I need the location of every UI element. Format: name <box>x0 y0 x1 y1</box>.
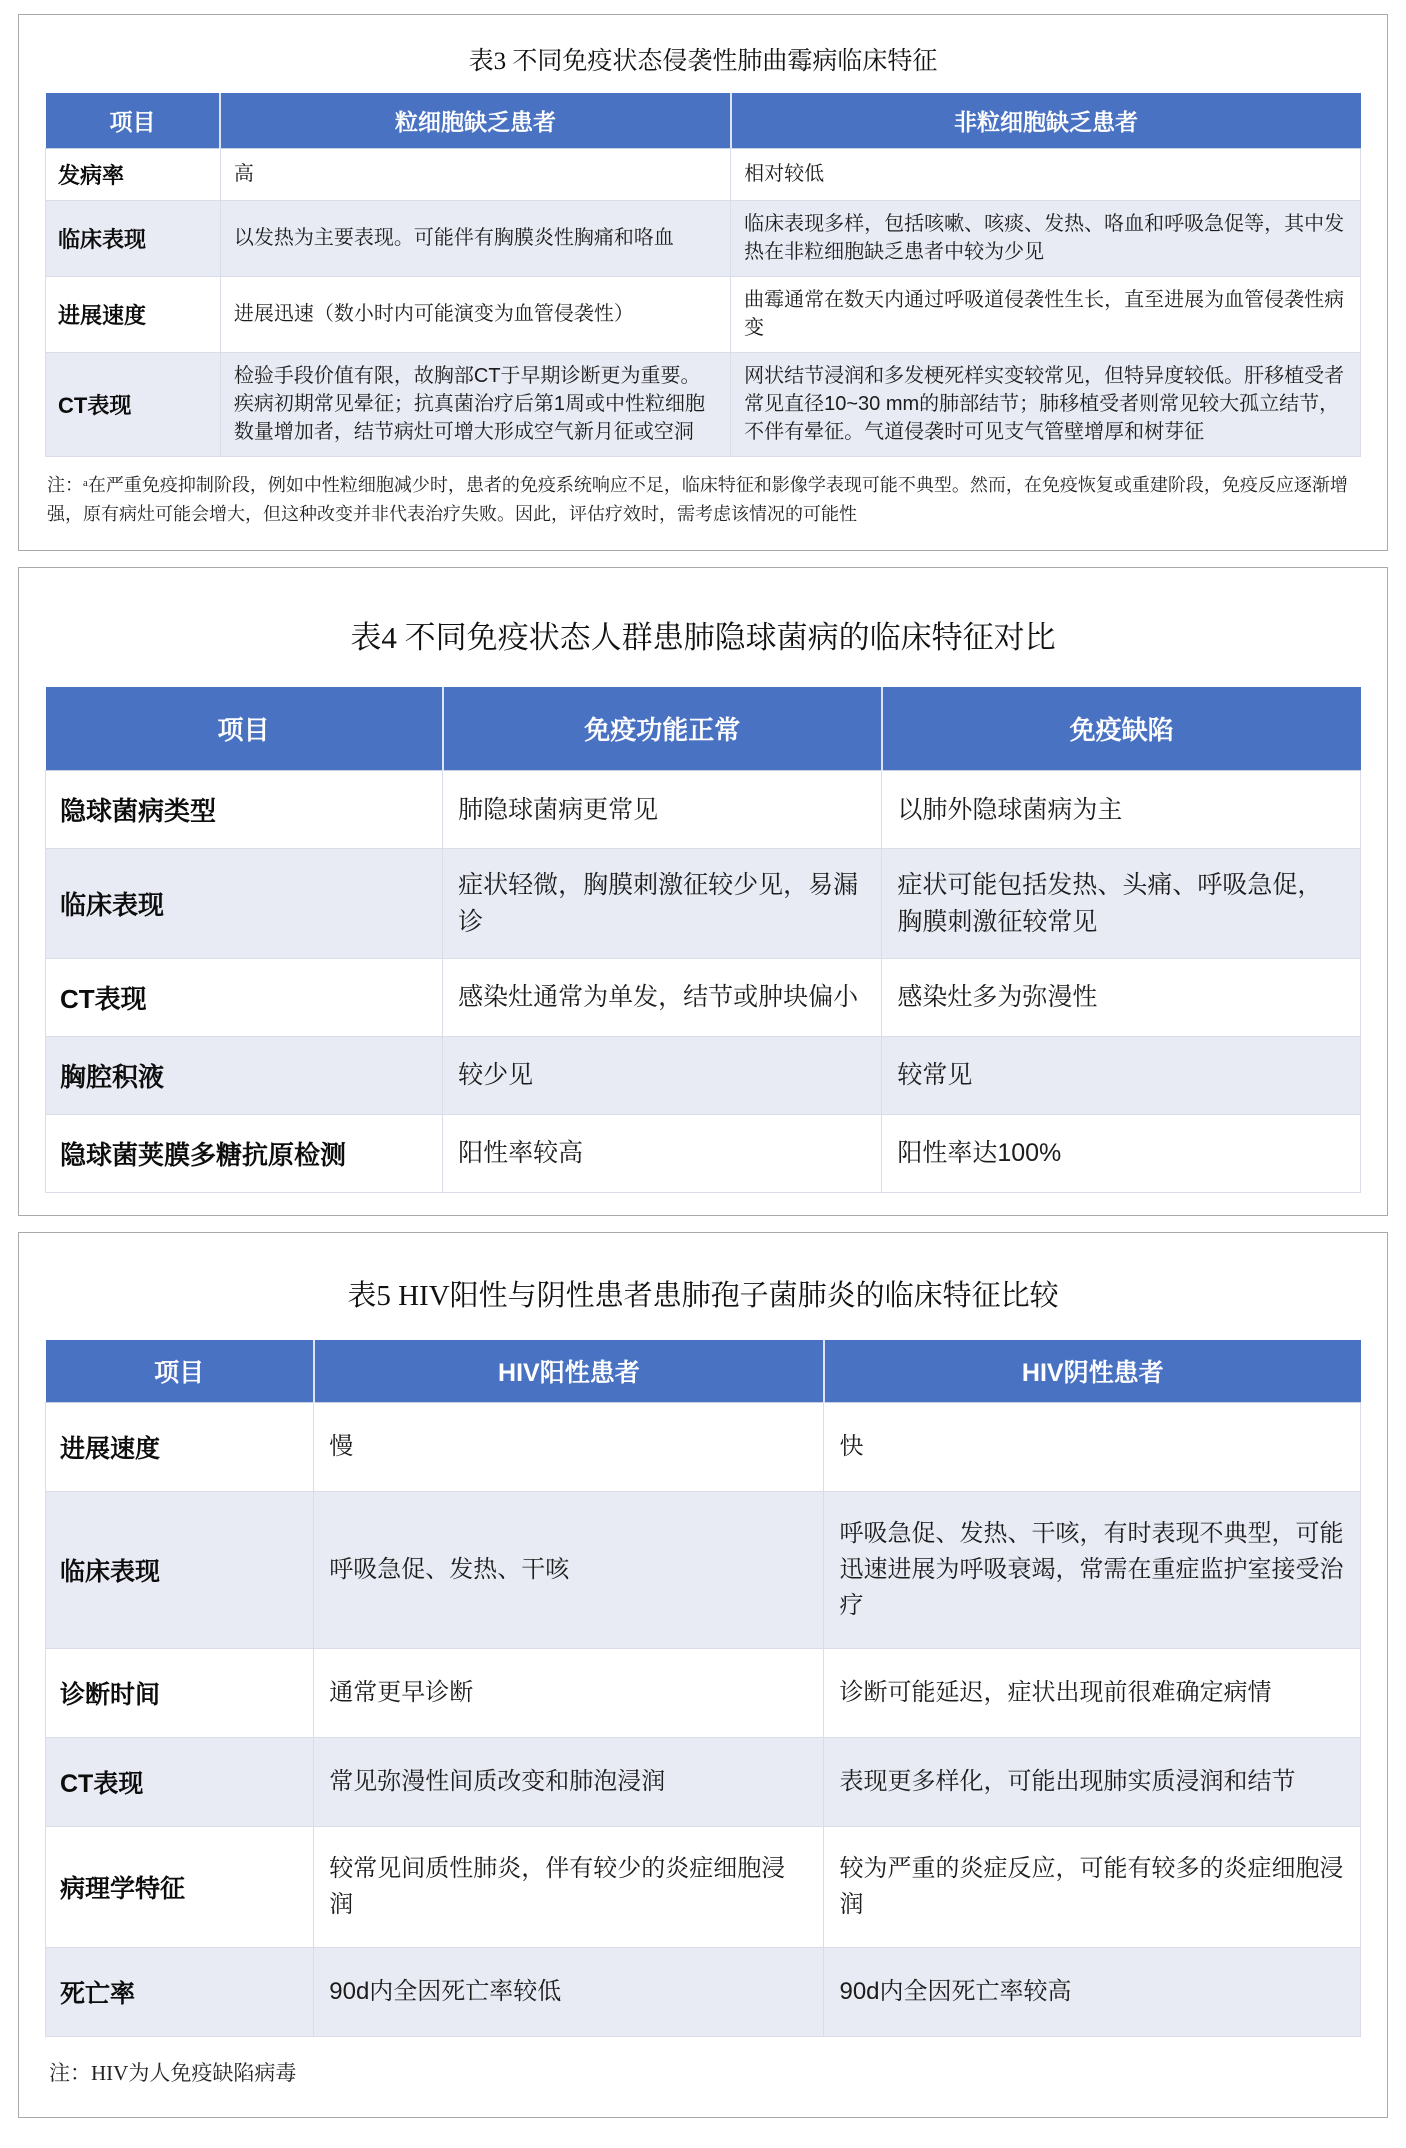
column-header: 项目 <box>46 687 443 771</box>
row-header-cell: 进展速度 <box>46 276 221 352</box>
table-row <box>46 149 1361 201</box>
table-cell: 临床表现多样，包括咳嗽、咳痰、发热、咯血和呼吸急促等，其中发热在非粒细胞缺乏患者中较为少见 <box>731 201 1361 277</box>
row-header-cell: 隐球菌病类型 <box>46 771 443 849</box>
table-cell: 感染灶通常为单发，结节或肿块偏小 <box>443 958 882 1036</box>
row-header-cell: 发病率 <box>46 149 221 201</box>
row-header-cell: CT表现 <box>46 958 443 1036</box>
table-cell: 快 <box>824 1402 1361 1491</box>
table-cell: 相对较低 <box>731 149 1361 201</box>
table-row <box>46 276 1361 352</box>
table-row <box>46 771 1361 849</box>
row-header-cell: 胸腔积液 <box>46 1036 443 1114</box>
table-row <box>46 1036 1361 1114</box>
table4 <box>45 687 1361 1193</box>
table-row <box>46 958 1361 1036</box>
row-header-cell: 进展速度 <box>46 1402 314 1491</box>
table-cell: 高 <box>220 149 730 201</box>
column-header: 免疫功能正常 <box>443 687 882 771</box>
column-header: 项目 <box>46 93 221 149</box>
table4-title: 表4 不同免疫状态人群患肺隐球菌病的临床特征对比 <box>350 620 1056 656</box>
table3-title: 表3 不同免疫状态侵袭性肺曲霉病临床特征 <box>468 48 938 75</box>
header-row <box>46 687 1361 771</box>
table-cell: 进展迅速（数小时内可能演变为血管侵袭性） <box>220 276 730 352</box>
table-cell: 90d内全因死亡率较高 <box>824 1947 1361 2036</box>
table-row <box>46 1491 1361 1648</box>
table-cell: 较为严重的炎症反应，可能有较多的炎症细胞浸润 <box>824 1826 1361 1947</box>
table-cell: 较常见间质性肺炎，伴有较少的炎症细胞浸润 <box>314 1826 824 1947</box>
row-header-cell: 病理学特征 <box>46 1826 314 1947</box>
table-cell: 曲霉通常在数天内通过呼吸道侵袭性生长，直至进展为血管侵袭性病变 <box>731 276 1361 352</box>
column-header: HIV阴性患者 <box>824 1340 1361 1403</box>
row-header-cell: 死亡率 <box>46 1947 314 2036</box>
row-header-cell: 临床表现 <box>46 201 221 277</box>
table4-panel <box>18 567 1388 1216</box>
table-cell: 阳性率较高 <box>443 1114 882 1192</box>
table-row <box>46 1737 1361 1826</box>
table5-footnote: 注：HIV为人免疫缺陷病毒 <box>49 2060 297 2085</box>
table-cell: 慢 <box>314 1402 824 1491</box>
table-cell: 感染灶多为弥漫性 <box>882 958 1361 1036</box>
table-cell: 呼吸急促、发热、干咳，有时表现不典型，可能迅速进展为呼吸衰竭，常需在重症监护室接受治疗 <box>824 1491 1361 1648</box>
row-header-cell: 临床表现 <box>46 1491 314 1648</box>
column-header: 项目 <box>46 1340 314 1403</box>
table-cell: 表现更多样化，可能出现肺实质浸润和结节 <box>824 1737 1361 1826</box>
table-cell: 症状轻微，胸膜刺激征较少见，易漏诊 <box>443 849 882 959</box>
table3-panel <box>18 14 1388 551</box>
row-header-cell: 诊断时间 <box>46 1648 314 1737</box>
header-row <box>46 1340 1361 1403</box>
row-header-cell: CT表现 <box>46 1737 314 1826</box>
table-cell: 常见弥漫性间质改变和肺泡浸润 <box>314 1737 824 1826</box>
table-row <box>46 352 1361 456</box>
row-header-cell: 临床表现 <box>46 849 443 959</box>
column-header: HIV阳性患者 <box>314 1340 824 1403</box>
table-cell: 较常见 <box>882 1036 1361 1114</box>
table-cell: 网状结节浸润和多发梗死样实变较常见，但特异度较低。肝移植受者常见直径10~30 mm的肺部结节；肺移植受者则常见较大孤立结节，不伴有晕征。气道侵袭时可见支气管壁增厚和树芽征 <box>731 352 1361 456</box>
table-row <box>46 1826 1361 1947</box>
column-header: 非粒细胞缺乏患者 <box>731 93 1361 149</box>
row-header-cell: CT表现 <box>46 352 221 456</box>
table-row <box>46 849 1361 959</box>
table-cell: 检验手段价值有限，故胸部CT于早期诊断更为重要。疾病初期常见晕征；抗真菌治疗后第1周或中性粒细胞数量增加者，结节病灶可增大形成空气新月征或空洞 <box>220 352 730 456</box>
table5 <box>45 1340 1361 2037</box>
table-row <box>46 1114 1361 1192</box>
header-row <box>46 93 1361 149</box>
table-cell: 症状可能包括发热、头痛、呼吸急促，胸膜刺激征较常见 <box>882 849 1361 959</box>
table-row <box>46 201 1361 277</box>
table5-panel <box>18 1232 1388 2118</box>
table-cell: 通常更早诊断 <box>314 1648 824 1737</box>
table-cell: 较少见 <box>443 1036 882 1114</box>
table-cell: 90d内全因死亡率较低 <box>314 1947 824 2036</box>
column-header: 免疫缺陷 <box>882 687 1361 771</box>
column-header: 粒细胞缺乏患者 <box>220 93 730 149</box>
table-cell: 诊断可能延迟，症状出现前很难确定病情 <box>824 1648 1361 1737</box>
table-cell: 阳性率达100% <box>882 1114 1361 1192</box>
table-cell: 肺隐球菌病更常见 <box>443 771 882 849</box>
table3-footnote: 注：ᵃ在严重免疫抑制阶段，例如中性粒细胞减少时，患者的免疫系统响应不足，临床特征和影像学表现可能不典型。然而，在免疫恢复或重建阶段，免疫反应逐渐增强，原有病灶可能会增大，但这种改变并非代表治疗失败。因此，评估疗效时，需考虑该情况的可能性 <box>47 474 1348 524</box>
table-row <box>46 1947 1361 2036</box>
table-row <box>46 1648 1361 1737</box>
table-cell: 以发热为主要表现。可能伴有胸膜炎性胸痛和咯血 <box>220 201 730 277</box>
row-header-cell: 隐球菌荚膜多糖抗原检测 <box>46 1114 443 1192</box>
table-row <box>46 1402 1361 1491</box>
table-cell: 呼吸急促、发热、干咳 <box>314 1491 824 1648</box>
table5-title: 表5 HIV阳性与阴性患者患肺孢子菌肺炎的临床特征比较 <box>347 1279 1059 1312</box>
table3 <box>45 93 1361 457</box>
table-cell: 以肺外隐球菌病为主 <box>882 771 1361 849</box>
